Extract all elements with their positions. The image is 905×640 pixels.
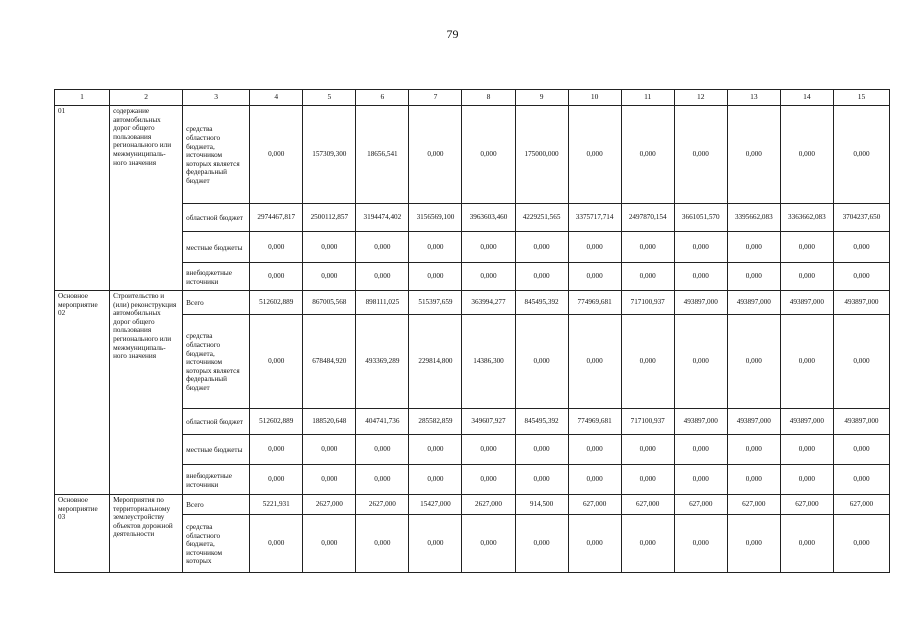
budget-value-cell: 0,000 [250,232,303,263]
budget-value-cell: 898111,025 [356,291,409,315]
budget-value-cell: 845495,392 [515,291,568,315]
budget-value-cell: 157309,300 [303,106,356,204]
budget-value-cell: 0,000 [515,232,568,263]
budget-value-cell: 493897,000 [674,291,727,315]
funding-source: средства областного бюджета, источником которых [183,515,250,573]
budget-value-cell: 175000,000 [515,106,568,204]
budget-value-cell: 627,000 [780,495,833,515]
budget-value-cell: 0,000 [462,263,515,291]
budget-value-cell: 0,000 [621,232,674,263]
budget-value-cell: 404741,736 [356,409,409,435]
budget-value-cell: 0,000 [727,263,780,291]
budget-value-cell: 0,000 [303,435,356,465]
budget-value-cell: 2497870,154 [621,204,674,232]
budget-value-cell: 0,000 [674,232,727,263]
budget-value-cell: 627,000 [568,495,621,515]
budget-value-cell: 5221,931 [250,495,303,515]
budget-value-cell: 774969,681 [568,291,621,315]
budget-value-cell: 493897,000 [727,409,780,435]
activity-code: Основное мероприятие 02 [55,291,110,495]
budget-value-cell: 285582,859 [409,409,462,435]
funding-source: средства областного бюджета, источником которых является федеральный бюджет [183,315,250,409]
budget-value-cell: 0,000 [568,315,621,409]
budget-value-cell: 2627,000 [303,495,356,515]
budget-value-cell: 2627,000 [462,495,515,515]
budget-value-cell: 0,000 [568,435,621,465]
column-number-header: 3 [183,90,250,106]
budget-value-cell: 0,000 [515,465,568,495]
budget-value-cell: 188520,648 [303,409,356,435]
budget-value-cell: 0,000 [409,465,462,495]
budget-value-cell: 0,000 [833,106,889,204]
budget-value-cell: 0,000 [674,315,727,409]
funding-source: местные бюджеты [183,232,250,263]
budget-value-cell: 0,000 [568,232,621,263]
budget-value-cell: 0,000 [621,515,674,573]
budget-value-cell: 493897,000 [727,291,780,315]
budget-value-cell: 0,000 [621,315,674,409]
budget-value-cell: 18656,541 [356,106,409,204]
funding-source: средства областного бюджета, источником которых является федеральный бюджет [183,106,250,204]
budget-value-cell: 0,000 [833,232,889,263]
budget-value-cell: 4229251,565 [515,204,568,232]
funding-source: внебюджетные источники [183,263,250,291]
budget-value-cell: 0,000 [780,435,833,465]
budget-value-cell: 0,000 [356,515,409,573]
budget-value-cell: 627,000 [674,495,727,515]
budget-value-cell: 3194474,402 [356,204,409,232]
budget-value-cell: 0,000 [250,106,303,204]
budget-value-cell: 0,000 [303,263,356,291]
budget-value-cell: 2500112,857 [303,204,356,232]
budget-value-cell: 14386,300 [462,315,515,409]
activity-code: 01 [55,106,110,291]
budget-value-cell: 3156569,100 [409,204,462,232]
budget-value-cell: 0,000 [303,465,356,495]
budget-value-cell: 0,000 [515,515,568,573]
budget-value-cell: 0,000 [409,435,462,465]
budget-value-cell: 0,000 [780,315,833,409]
column-number-header: 10 [568,90,621,106]
budget-value-cell: 0,000 [833,435,889,465]
funding-source: местные бюджеты [183,435,250,465]
budget-value-cell: 0,000 [727,106,780,204]
budget-value-cell: 0,000 [356,465,409,495]
budget-value-cell: 0,000 [674,465,727,495]
page-number: 79 [446,27,459,41]
budget-value-cell: 0,000 [568,106,621,204]
budget-value-cell: 515397,659 [409,291,462,315]
budget-value-cell: 0,000 [621,106,674,204]
budget-value-cell: 0,000 [409,515,462,573]
column-number-header: 13 [727,90,780,106]
budget-value-cell: 0,000 [250,263,303,291]
budget-value-cell: 0,000 [727,435,780,465]
funding-source: внебюджетные источники [183,465,250,495]
activity-name: содержание автомобильных дорог общего пользования регионального или межмуниципаль-ного значения [110,106,183,291]
budget-value-cell: 0,000 [780,106,833,204]
budget-value-cell: 0,000 [833,465,889,495]
column-number-header: 2 [110,90,183,106]
budget-value-cell: 0,000 [780,465,833,495]
budget-table [54,89,890,573]
column-number-header: 12 [674,90,727,106]
budget-value-cell: 0,000 [515,435,568,465]
budget-value-cell: 0,000 [515,263,568,291]
budget-value-cell: 627,000 [621,495,674,515]
funding-source: областной бюджет [183,204,250,232]
budget-value-cell: 0,000 [250,315,303,409]
budget-value-cell: 0,000 [462,106,515,204]
budget-value-cell: 0,000 [833,263,889,291]
budget-value-cell: 0,000 [462,435,515,465]
budget-value-cell: 0,000 [515,315,568,409]
column-number-header: 4 [250,90,303,106]
budget-value-cell: 0,000 [462,232,515,263]
budget-value-cell: 0,000 [356,435,409,465]
budget-value-cell: 627,000 [727,495,780,515]
budget-value-cell: 774969,681 [568,409,621,435]
budget-value-cell: 0,000 [674,435,727,465]
budget-value-cell: 0,000 [727,315,780,409]
budget-value-cell: 512602,889 [250,409,303,435]
budget-value-cell: 0,000 [409,106,462,204]
budget-value-cell: 493897,000 [833,409,889,435]
column-number-header: 15 [833,90,889,106]
budget-value-cell: 493897,000 [833,291,889,315]
budget-value-cell: 3661051,570 [674,204,727,232]
budget-value-cell: 0,000 [674,106,727,204]
budget-value-cell: 0,000 [833,315,889,409]
budget-value-cell: 0,000 [250,465,303,495]
table-row [55,291,890,315]
budget-value-cell: 493897,000 [674,409,727,435]
column-number-header: 7 [409,90,462,106]
budget-value-cell: 0,000 [462,515,515,573]
budget-value-cell: 0,000 [303,515,356,573]
budget-value-cell: 2627,000 [356,495,409,515]
budget-value-cell: 0,000 [780,515,833,573]
column-number-header: 11 [621,90,674,106]
budget-value-cell: 0,000 [780,232,833,263]
budget-value-cell: 0,000 [462,465,515,495]
budget-value-cell: 0,000 [409,232,462,263]
budget-value-cell: 0,000 [409,263,462,291]
activity-code: Основное мероприятие 03 [55,495,110,573]
budget-value-cell: 349607,927 [462,409,515,435]
budget-value-cell: 0,000 [250,515,303,573]
column-number-header: 1 [55,90,110,106]
budget-value-cell: 867005,568 [303,291,356,315]
budget-value-cell: 845495,392 [515,409,568,435]
budget-value-cell: 0,000 [303,232,356,263]
budget-value-cell: 717100,937 [621,409,674,435]
table-header-row [55,90,890,106]
column-number-header: 6 [356,90,409,106]
budget-value-cell: 493897,000 [780,291,833,315]
budget-value-cell: 0,000 [568,515,621,573]
budget-value-cell: 493897,000 [780,409,833,435]
column-number-header: 9 [515,90,568,106]
budget-value-cell: 0,000 [727,465,780,495]
budget-value-cell: 0,000 [780,263,833,291]
budget-value-cell: 3363662,083 [780,204,833,232]
budget-value-cell: 0,000 [568,465,621,495]
column-number-header: 14 [780,90,833,106]
budget-value-cell: 0,000 [356,263,409,291]
budget-value-cell: 678484,920 [303,315,356,409]
funding-source: Всего [183,291,250,315]
budget-value-cell: 493369,289 [356,315,409,409]
budget-value-cell: 0,000 [727,515,780,573]
table-row [55,495,890,515]
activity-name: Мероприятия по территориальному землеустройству объектов дорожной деятельности [110,495,183,573]
funding-source: Всего [183,495,250,515]
budget-value-cell: 363994,277 [462,291,515,315]
budget-value-cell: 3375717,714 [568,204,621,232]
budget-value-cell: 0,000 [621,435,674,465]
budget-value-cell: 3395662,083 [727,204,780,232]
column-number-header: 5 [303,90,356,106]
budget-value-cell: 3704237,650 [833,204,889,232]
budget-value-cell: 0,000 [674,515,727,573]
budget-value-cell: 0,000 [568,263,621,291]
budget-value-cell: 229814,800 [409,315,462,409]
budget-value-cell: 0,000 [621,263,674,291]
budget-value-cell: 15427,000 [409,495,462,515]
budget-value-cell: 0,000 [621,465,674,495]
budget-value-cell: 512602,889 [250,291,303,315]
budget-value-cell: 0,000 [727,232,780,263]
budget-value-cell: 0,000 [674,263,727,291]
budget-value-cell: 627,000 [833,495,889,515]
budget-value-cell: 2974467,817 [250,204,303,232]
budget-value-cell: 3963603,460 [462,204,515,232]
budget-value-cell: 0,000 [833,515,889,573]
budget-value-cell: 0,000 [356,232,409,263]
budget-value-cell: 717100,937 [621,291,674,315]
budget-value-cell: 914,500 [515,495,568,515]
funding-source: областной бюджет [183,409,250,435]
activity-name: Строительство и (или) реконструкция автомобильных дорог общего пользования регионального или межмуниципаль-ного значения [110,291,183,495]
budget-value-cell: 0,000 [250,435,303,465]
table-row [55,106,890,204]
column-number-header: 8 [462,90,515,106]
